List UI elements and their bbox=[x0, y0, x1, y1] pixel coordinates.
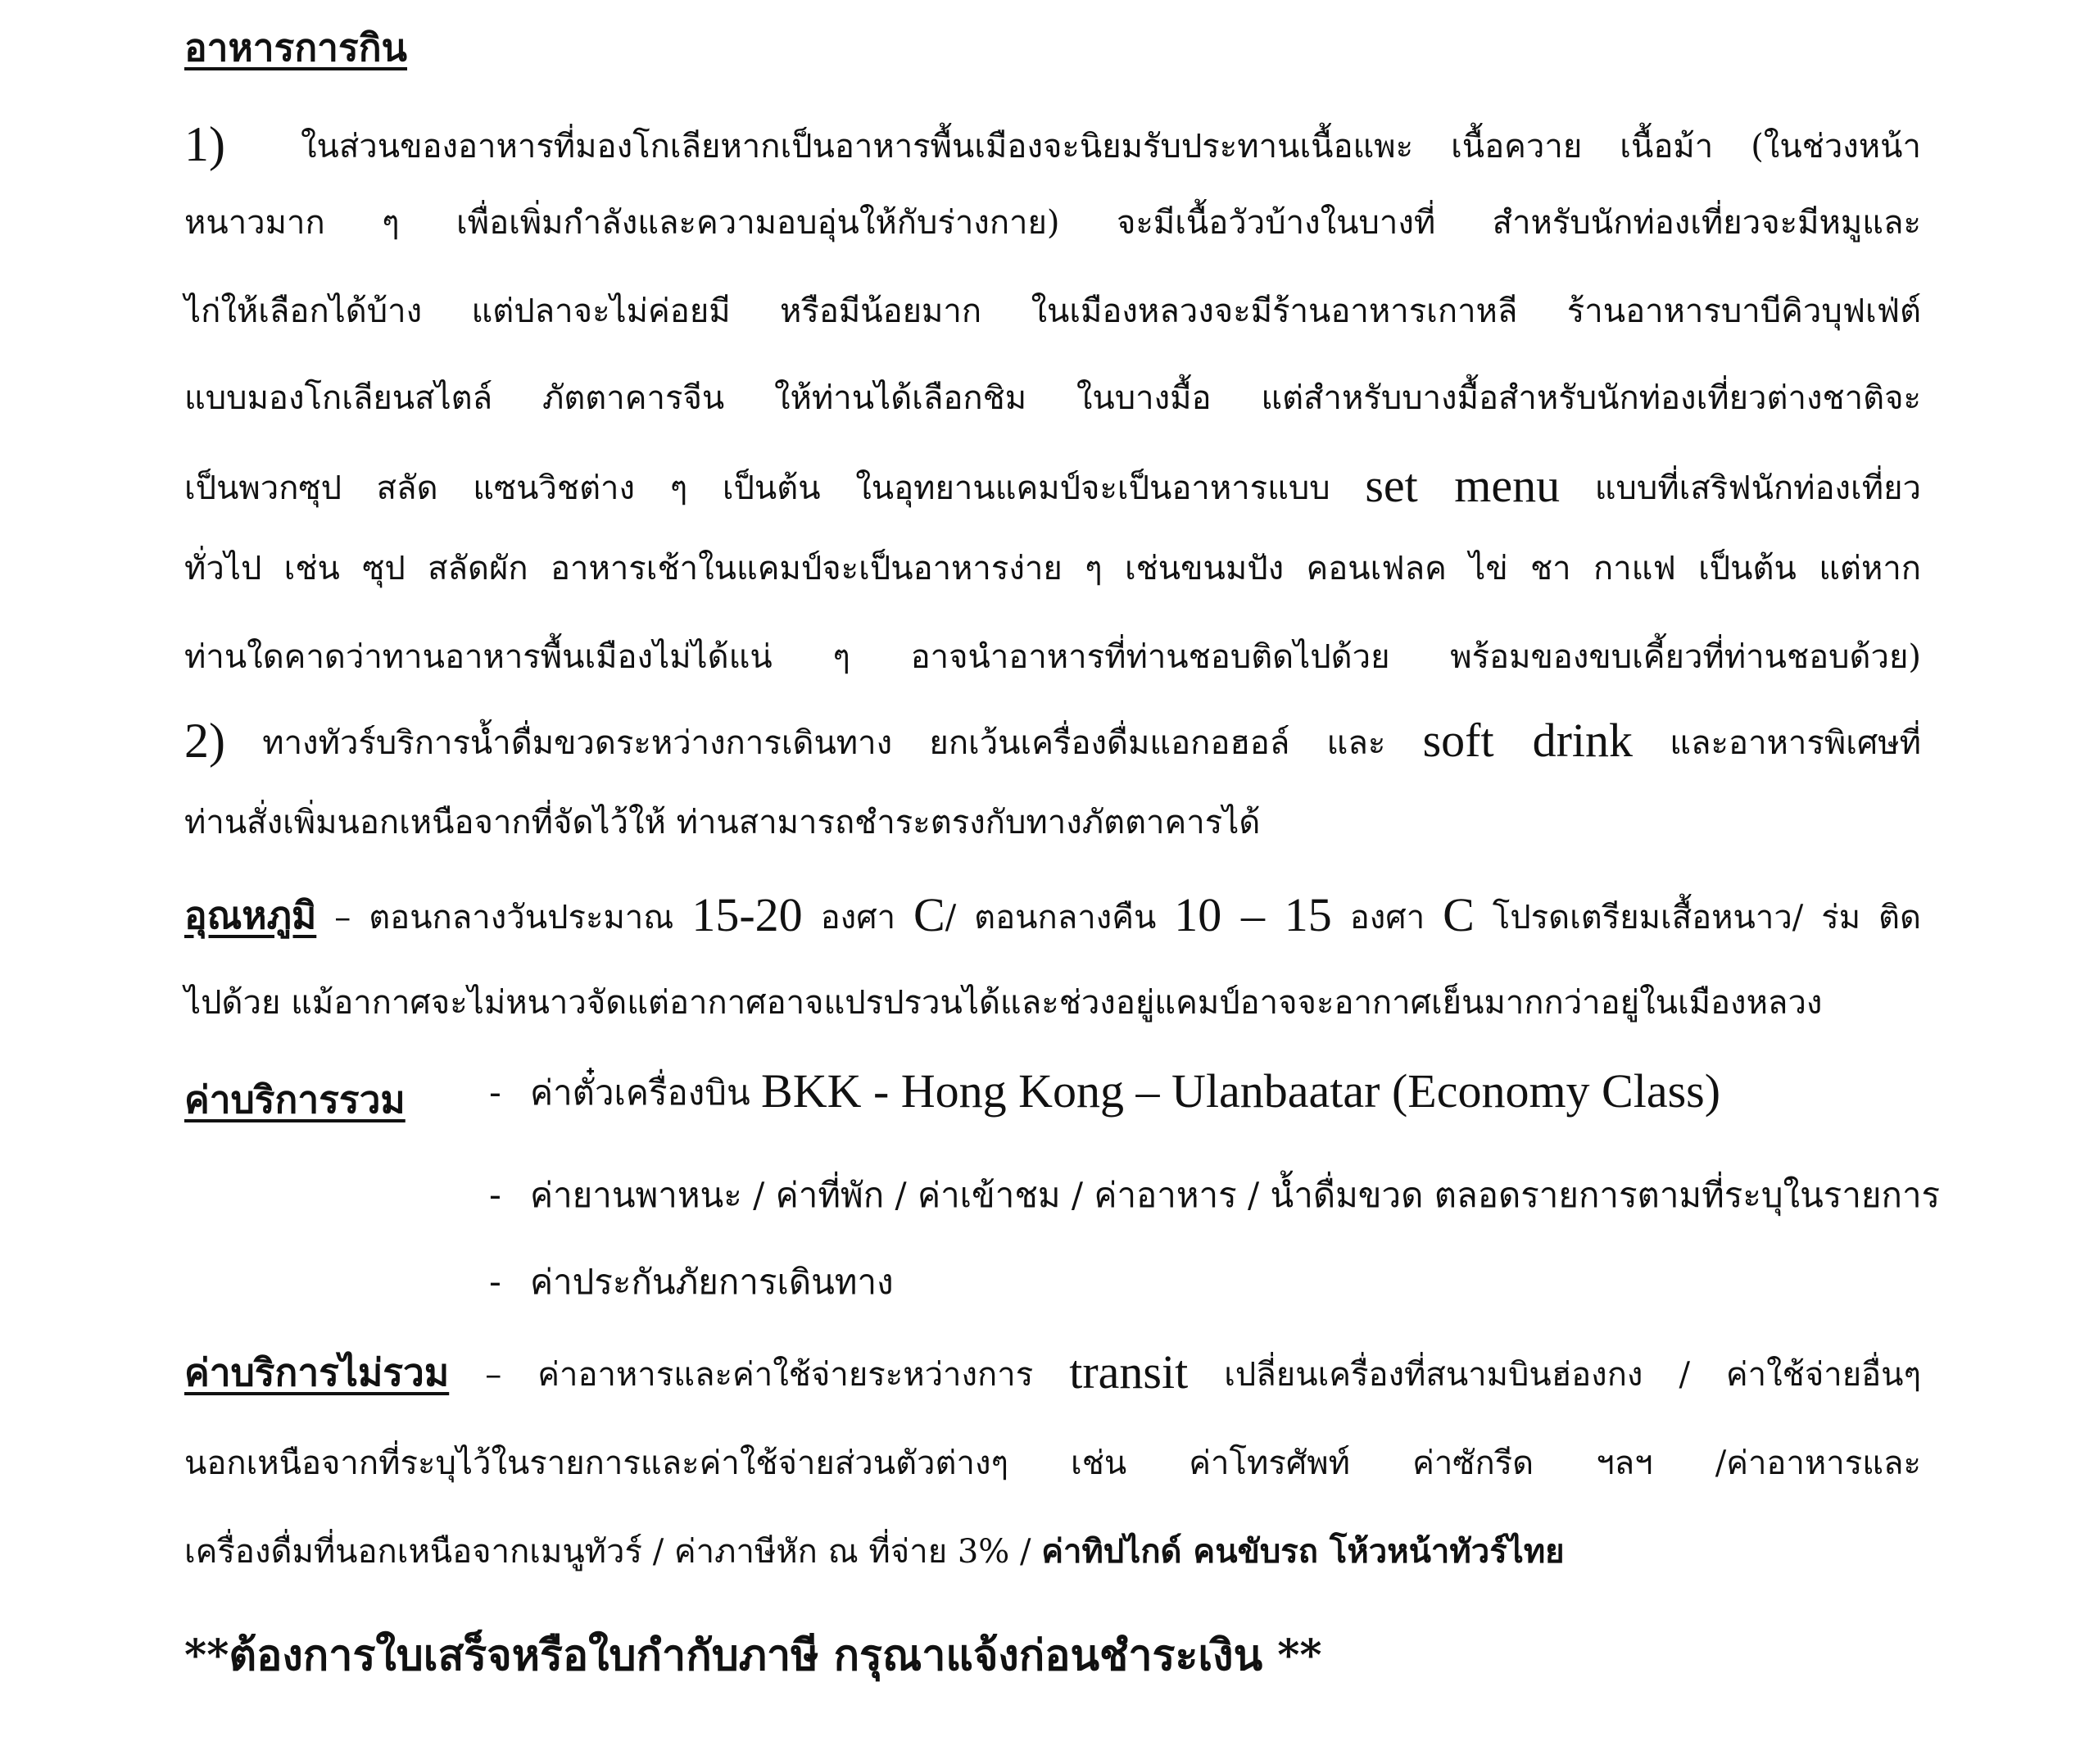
food-item1-line4: แบบมองโกเลียนสไตล์ ภัตตาคารจีน ให้ท่านได้เลือกชิม ในบางมื้อ แต่สำหรับบางมื้อสำหรับนักท่องเที่ยวต่างชาติจะ bbox=[184, 379, 1921, 417]
included-item-2 bbox=[489, 1168, 1940, 1222]
food-item1-line5 bbox=[184, 457, 1921, 515]
excluded-line3 bbox=[184, 1532, 1921, 1571]
night-temp-range: 10 – 15 bbox=[1174, 888, 1332, 941]
included-item-1 bbox=[489, 1063, 1720, 1120]
item1-number: 1) bbox=[184, 117, 225, 171]
celsius-2: C bbox=[1443, 888, 1475, 941]
degree-word-2: องศา bbox=[1331, 899, 1443, 936]
excluded-label: ค่าบริการไม่รวม bbox=[184, 1350, 450, 1394]
excluded-line1 bbox=[184, 1344, 1921, 1401]
item2-number: 2) bbox=[184, 714, 225, 768]
food-item1-line1 bbox=[184, 115, 1921, 174]
soft-drink-text: soft drink bbox=[1422, 714, 1634, 767]
excluded-tips: ค่าทิปไกด์ คนขับรถ โห้วหน้าทัวร์ไทย bbox=[1041, 1532, 1565, 1571]
excluded-text-3a: เครื่องดื่มที่นอกเหนือจากเมนูทัวร์ / ค่าภาษีหัก ณ ที่จ่าย 3% / bbox=[184, 1533, 1042, 1571]
celsius-1: C bbox=[913, 888, 945, 941]
temperature-sep: / ตอนกลางคืน bbox=[945, 899, 1175, 936]
bullet-dash: - bbox=[489, 1174, 501, 1216]
degree-word-1: องศา bbox=[802, 899, 914, 936]
receipt-note: **ต้องการใบเสร็จหรือใบกำกับภาษี กรุณาแจ้งก่อนชำระเงิน ** bbox=[184, 1630, 1322, 1680]
temperature-label: อุณหภูมิ bbox=[184, 893, 317, 937]
food-heading: อาหารการกิน bbox=[184, 25, 408, 70]
included-item-2-text: ค่ายานพาหนะ / ค่าที่พัก / ค่าเข้าชม / ค่าอาหาร / น้ำดื่มขวด ตลอดรายการตามที่ระบุในรายการ bbox=[530, 1175, 1941, 1215]
food-item1-line3: ไก่ให้เลือกได้บ้าง แต่ปลาจะไม่ค่อยมี หรือมีน้อยมาก ในเมืองหลวงจะมีร้านอาหารเกาหลี ร้านอาหารบาบีคิวบุฟเฟ่ต์ bbox=[184, 292, 1921, 330]
flight-route: BKK - Hong Kong – Ulanbaatar (Economy Class) bbox=[761, 1064, 1721, 1118]
item1-text-5c: แบบที่เสริฟนักท่องเที่ยว bbox=[1594, 469, 1921, 507]
transit-text: transit bbox=[1069, 1345, 1189, 1399]
included-item-3-text: ค่าประกันภัยการเดินทาง bbox=[530, 1262, 894, 1302]
food-item2-line2: ท่านสั่งเพิ่มนอกเหนือจากที่จัดไว้ให้ ท่านสามารถชำระตรงกับทางภัตตาคารได้ bbox=[184, 804, 1261, 841]
temperature-dash: – ตอนกลางวันประมาณ bbox=[316, 899, 692, 936]
temperature-line2: ไปด้วย แม้อากาศจะไม่หนาวจัดแต่อากาศอาจแปรปรวนได้และช่วงอยู่แคมป์อาจจะอากาศเย็นมากกว่าอยู่ในเมืองหลวง bbox=[184, 984, 1823, 1022]
item2-text-1c: และอาหารพิเศษที่ bbox=[1670, 724, 1922, 762]
included-item-1a: ค่าตั๋วเครื่องบิน bbox=[530, 1072, 762, 1113]
temperature-tail: โปรดเตรียมเสื้อหนาว/ ร่ม ติด bbox=[1474, 899, 1922, 936]
food-item2-line1 bbox=[184, 711, 1921, 770]
day-temp-range: 15-20 bbox=[691, 888, 803, 941]
food-item1-line6: ทั่วไป เช่น ซุป สลัดผัก อาหารเช้าในแคมป์จะเป็นอาหารง่าย ๆ เช่นขนมปัง คอนเฟลค ไข่ ชา กาแฟ เป็นต้น แต่หาก bbox=[184, 550, 1921, 587]
item2-text-1a: ทางทัวร์บริการน้ำดื่มขวดระหว่างการเดินทาง ยกเว้นเครื่องดื่มแอกอฮอล์ และ bbox=[262, 724, 1386, 762]
food-item1-line7: ท่านใดคาดว่าทานอาหารพื้นเมืองไม่ได้แน่ ๆ อาจนำอาหารที่ท่านชอบติดไปด้วย พร้อมของขบเคี้ยวที่ท่านชอบด้วย) bbox=[184, 638, 1921, 676]
excluded-text-1a: – ค่าอาหารและค่าใช้จ่ายระหว่างการ bbox=[449, 1356, 1070, 1394]
included-label: ค่าบริการรวม bbox=[184, 1077, 406, 1122]
included-item-3 bbox=[489, 1255, 894, 1309]
bullet-dash: - bbox=[489, 1072, 501, 1113]
bullet-dash: - bbox=[489, 1261, 501, 1303]
excluded-line2: นอกเหนือจากที่ระบุไว้ในรายการและค่าใช้จ่ายส่วนตัวต่างๆ เช่น ค่าโทรศัพท์ ค่าซักรีด ฯลฯ /ค่าอาหารและ bbox=[184, 1444, 1921, 1482]
item1-text-1: ในส่วนของอาหารที่มองโกเลียหากเป็นอาหารพื้นเมืองจะนิยมรับประทานเนื้อแพะ เนื้อควาย เนื้อม้า (ในช่วงหน้า bbox=[301, 128, 1921, 166]
food-item1-line2: หนาวมาก ๆ เพื่อเพิ่มกำลังและความอบอุ่นให้กับร่างกาย) จะมีเนื้อวัวบ้างในบางที่ สำหรับนักท่องเที่ยวจะมีหมูและ bbox=[184, 204, 1921, 242]
temperature-line1 bbox=[184, 887, 1921, 944]
item1-text-5a: เป็นพวกซุป สลัด แซนวิชต่าง ๆ เป็นต้น ในอุทยานแคมป์จะเป็นอาหารแบบ bbox=[184, 469, 1330, 507]
excluded-text-1c: เปลี่ยนเครื่องที่สนามบินฮ่องกง / ค่าใช้จ่ายอื่นๆ bbox=[1188, 1356, 1922, 1394]
set-menu-text: set menu bbox=[1365, 459, 1561, 512]
